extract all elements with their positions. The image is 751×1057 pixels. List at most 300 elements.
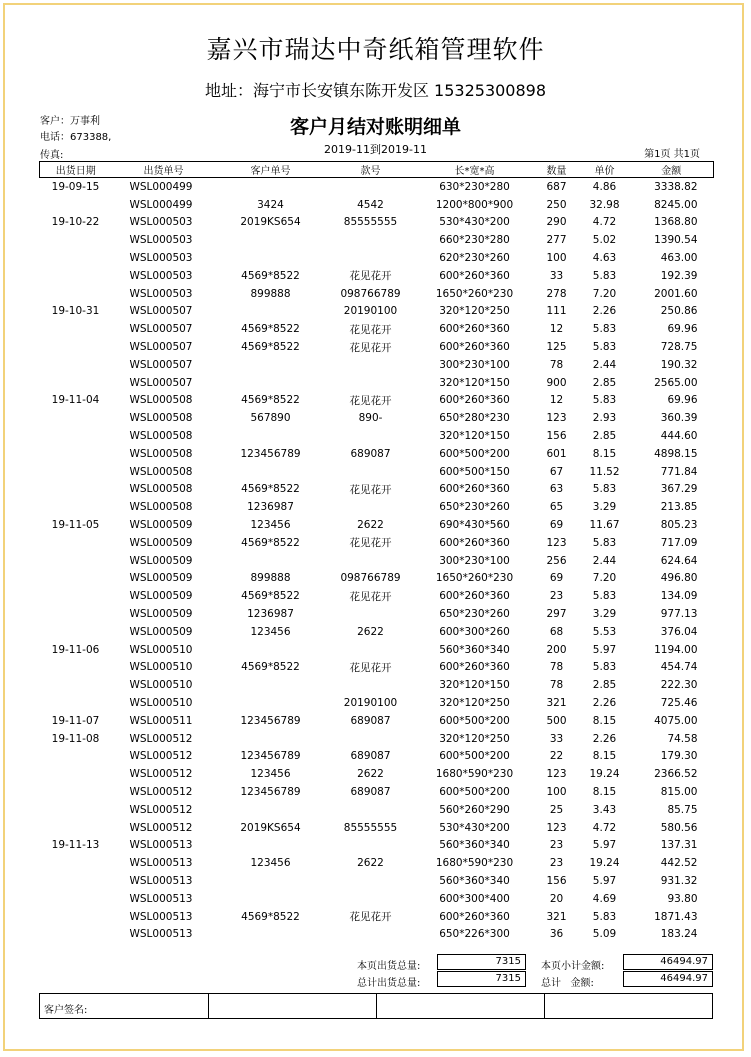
customer-fax: 传真: (40, 150, 64, 161)
cell-ship-date (40, 783, 112, 801)
cell-ship-date (40, 445, 112, 463)
table-row (40, 285, 714, 303)
cell-quantity: 63 (549, 483, 564, 496)
table-row (40, 249, 714, 267)
cell-ship-no: WSL000512 (129, 785, 193, 798)
cell-dimensions: 630*230*280 (439, 180, 510, 193)
cell-quantity: 20 (549, 892, 564, 905)
cell-style-no (326, 925, 416, 943)
cell-style-no (326, 249, 416, 267)
cell-customer-no (216, 374, 326, 392)
cell-ship-no: WSL000503 (129, 252, 193, 265)
cell-ship-no: WSL000507 (129, 341, 193, 354)
cell-ship-date: 19-11-06 (51, 643, 100, 656)
table-row (40, 214, 714, 232)
cell-ship-date: 19-11-05 (51, 519, 100, 532)
table-row (40, 676, 714, 694)
col-dimensions: 长*宽*高 (416, 162, 534, 178)
cell-unit-price: 5.02 (592, 234, 617, 247)
cell-ship-no: WSL000513 (129, 874, 193, 887)
cell-ship-no: WSL000512 (129, 750, 193, 763)
cell-style-no (326, 463, 416, 481)
cell-ship-no: WSL000508 (129, 430, 193, 443)
cell-amount: 725.46 (660, 697, 698, 709)
cell-ship-no: WSL000512 (129, 768, 193, 781)
cell-unit-price: 19.24 (589, 768, 620, 781)
cell-style-no: 花见花开 (349, 661, 392, 674)
table-row (40, 730, 714, 748)
cell-amount: 805.23 (660, 519, 698, 532)
cell-ship-no: WSL000513 (129, 892, 193, 905)
cell-amount: 85.75 (667, 803, 698, 816)
company-name: 嘉兴市瑞达中奇纸箱管理软件 (206, 35, 545, 64)
table-row (40, 231, 714, 249)
cell-ship-date (40, 801, 112, 819)
cell-dimensions: 600*260*360 (439, 341, 510, 354)
cell-style-no (326, 890, 416, 908)
cell-customer-no: 123456789 (240, 714, 301, 727)
cell-quantity: 78 (549, 358, 564, 371)
col-unit-price: 单价 (580, 162, 630, 178)
col-customer-no: 客户单号 (216, 162, 326, 178)
cell-amount: 1194.00 (654, 643, 698, 656)
cell-quantity: 100 (546, 785, 567, 798)
cell-customer-no: 1236987 (247, 501, 294, 514)
cell-amount: 444.60 (660, 430, 698, 443)
cell-unit-price: 2.26 (592, 732, 617, 745)
cell-unit-price: 2.93 (592, 412, 617, 425)
cell-dimensions: 660*230*280 (439, 234, 510, 247)
cell-amount: 1368.80 (654, 216, 698, 229)
cell-quantity: 23 (549, 839, 564, 852)
cell-style-no (326, 730, 416, 748)
cell-quantity: 687 (546, 180, 567, 193)
cell-dimensions: 690*430*560 (439, 519, 510, 532)
signature-cell (208, 994, 209, 1018)
cell-style-no: 花见花开 (349, 323, 392, 336)
cell-ship-date (40, 552, 112, 570)
signature-cell (544, 994, 545, 1018)
cell-ship-date (40, 249, 112, 267)
cell-dimensions: 560*260*290 (439, 803, 510, 816)
table-row (40, 587, 714, 605)
cell-ship-date (40, 605, 112, 623)
cell-ship-no: WSL000507 (129, 358, 193, 371)
cell-style-no: 花见花开 (349, 911, 392, 924)
cell-dimensions: 600*500*200 (439, 714, 510, 727)
cell-dimensions: 320*120*150 (439, 679, 510, 692)
cell-ship-no: WSL000507 (129, 305, 193, 318)
cell-customer-no: 4569*8522 (241, 341, 300, 354)
cell-amount: 4075.00 (654, 714, 698, 727)
cell-amount: 137.31 (660, 839, 698, 852)
cell-style-no (326, 605, 416, 623)
cell-dimensions: 600*260*360 (439, 483, 510, 496)
cell-dimensions: 600*260*360 (439, 394, 510, 407)
cell-amount: 1871.43 (654, 910, 698, 923)
cell-dimensions: 530*430*200 (439, 821, 510, 834)
cell-quantity: 250 (546, 198, 567, 211)
cell-unit-price: 4.72 (592, 821, 617, 834)
cell-customer-no (216, 249, 326, 267)
cell-dimensions: 600*500*200 (439, 447, 510, 460)
cell-dimensions: 650*230*260 (439, 608, 510, 621)
cell-unit-price: 11.52 (589, 465, 620, 478)
table-row (40, 819, 714, 837)
cell-unit-price: 5.83 (592, 341, 617, 354)
cell-customer-no (216, 178, 326, 196)
cell-ship-date: 19-10-22 (51, 216, 100, 229)
cell-style-no: 花见花开 (349, 590, 392, 603)
total-qty-label: 总计出货总量: (357, 978, 421, 989)
cell-dimensions: 300*230*100 (439, 358, 510, 371)
cell-quantity: 123 (546, 768, 567, 781)
cell-customer-no: 4569*8522 (241, 483, 300, 496)
cell-ship-no: WSL000508 (129, 483, 193, 496)
cell-quantity: 277 (546, 234, 567, 247)
cell-amount: 463.00 (660, 252, 698, 265)
cell-amount: 367.29 (660, 483, 698, 496)
cell-quantity: 12 (549, 323, 564, 336)
cell-ship-no: WSL000503 (129, 269, 193, 282)
cell-unit-price: 8.15 (592, 750, 617, 763)
table-row (40, 534, 714, 552)
cell-ship-date (40, 819, 112, 837)
cell-quantity: 12 (549, 394, 564, 407)
cell-quantity: 69 (549, 572, 564, 585)
cell-ship-no: WSL000508 (129, 412, 193, 425)
cell-quantity: 23 (549, 857, 564, 870)
cell-dimensions: 620*230*260 (439, 252, 510, 265)
cell-quantity: 68 (549, 625, 564, 638)
cell-customer-no: 123456 (250, 625, 291, 638)
table-row (40, 854, 714, 872)
cell-style-no: 098766789 (340, 572, 401, 585)
cell-style-no (326, 498, 416, 516)
cell-ship-date (40, 196, 112, 214)
cell-style-no (326, 801, 416, 819)
signature-row (39, 993, 713, 1019)
cell-style-no (326, 178, 416, 196)
cell-ship-date (40, 659, 112, 677)
cell-ship-date: 19-09-15 (51, 180, 100, 193)
cell-ship-date: 19-11-04 (51, 394, 100, 407)
cell-style-no: 85555555 (343, 216, 398, 229)
col-ship-date: 出货日期 (40, 162, 112, 178)
cell-unit-price: 2.26 (592, 305, 617, 318)
cell-ship-no: WSL000507 (129, 323, 193, 336)
cell-ship-date (40, 854, 112, 872)
cell-dimensions: 600*300*400 (439, 892, 510, 905)
cell-amount: 4898.15 (654, 447, 698, 460)
page-info: 第1页 共1页 (644, 149, 700, 160)
cell-customer-no (216, 231, 326, 249)
cell-unit-price: 2.85 (592, 376, 617, 389)
cell-customer-no (216, 890, 326, 908)
cell-customer-no (216, 356, 326, 374)
cell-ship-no: WSL000512 (129, 803, 193, 816)
table-row (40, 659, 714, 677)
cell-unit-price: 4.69 (592, 892, 617, 905)
table-row (40, 481, 714, 499)
col-quantity: 数量 (534, 162, 580, 178)
cell-amount: 728.75 (660, 341, 698, 354)
cell-dimensions: 1680*590*230 (435, 768, 514, 781)
cell-amount: 2001.60 (654, 287, 698, 300)
cell-ship-date (40, 267, 112, 285)
cell-style-no (326, 641, 416, 659)
cell-dimensions: 600*260*360 (439, 661, 510, 674)
cell-unit-price: 2.44 (592, 554, 617, 567)
cell-customer-no: 4569*8522 (241, 394, 300, 407)
cell-dimensions: 320*120*250 (439, 732, 510, 745)
cell-amount: 454.74 (660, 661, 698, 674)
cell-quantity: 123 (546, 412, 567, 425)
cell-customer-no: 1236987 (247, 608, 294, 621)
cell-style-no: 20190100 (343, 305, 398, 318)
cell-style-no: 2622 (357, 768, 384, 781)
table-row (40, 374, 714, 392)
cell-ship-no: WSL000510 (129, 679, 193, 692)
cell-amount: 376.04 (660, 625, 698, 638)
col-amount: 金额 (630, 162, 714, 178)
cell-dimensions: 600*260*360 (439, 910, 510, 923)
cell-customer-no (216, 730, 326, 748)
cell-quantity: 256 (546, 554, 567, 567)
cell-quantity: 67 (549, 465, 564, 478)
cell-ship-no: WSL000508 (129, 394, 193, 407)
cell-ship-no: WSL000509 (129, 590, 193, 603)
cell-style-no (326, 552, 416, 570)
cell-customer-no: 899888 (250, 287, 291, 300)
cell-ship-no: WSL000509 (129, 536, 193, 549)
cell-customer-no (216, 641, 326, 659)
cell-dimensions: 560*360*340 (439, 874, 510, 887)
cell-ship-date (40, 748, 112, 766)
cell-unit-price: 2.44 (592, 358, 617, 371)
cell-customer-no (216, 676, 326, 694)
cell-quantity: 25 (549, 803, 564, 816)
table-row (40, 801, 714, 819)
cell-customer-no (216, 836, 326, 854)
cell-dimensions: 650*230*260 (439, 501, 510, 514)
statement-period: 2019-11到2019-11 (324, 143, 427, 156)
cell-dimensions: 1680*590*230 (435, 857, 514, 870)
table-row (40, 303, 714, 321)
page-amount-label: 本页小计金额: (541, 961, 605, 972)
cell-ship-date (40, 463, 112, 481)
cell-quantity: 111 (546, 305, 567, 318)
table-row (40, 320, 714, 338)
cell-unit-price: 2.85 (592, 430, 617, 443)
cell-ship-no: WSL000513 (129, 910, 193, 923)
cell-customer-no: 4569*8522 (241, 910, 300, 923)
cell-unit-price: 5.83 (592, 483, 617, 496)
cell-dimensions: 320*120*150 (439, 376, 510, 389)
table-row (40, 712, 714, 730)
cell-ship-date (40, 570, 112, 588)
cell-style-no: 20190100 (343, 697, 398, 709)
cell-ship-date (40, 908, 112, 926)
cell-quantity: 100 (546, 252, 567, 265)
cell-customer-no (216, 463, 326, 481)
cell-style-no: 花见花开 (349, 341, 392, 354)
cell-unit-price: 3.43 (592, 803, 617, 816)
cell-unit-price: 8.15 (592, 447, 617, 460)
cell-style-no (326, 356, 416, 374)
cell-dimensions: 600*260*360 (439, 536, 510, 549)
cell-amount: 2366.52 (654, 768, 698, 781)
cell-style-no: 689087 (350, 785, 391, 798)
cell-unit-price: 32.98 (589, 198, 620, 211)
cell-ship-no: WSL000509 (129, 608, 193, 621)
cell-dimensions: 600*500*200 (439, 785, 510, 798)
cell-style-no: 花见花开 (349, 483, 392, 496)
company-address: 地址：海宁市长安镇东陈开发区 15325300898 (204, 81, 547, 100)
cell-quantity: 123 (546, 821, 567, 834)
cell-customer-no: 123456789 (240, 447, 301, 460)
cell-amount: 771.84 (660, 465, 698, 478)
cell-ship-no: WSL000503 (129, 216, 193, 229)
cell-quantity: 36 (549, 928, 564, 941)
cell-dimensions: 1650*260*230 (435, 287, 514, 300)
cell-amount: 717.09 (660, 536, 698, 549)
cell-amount: 179.30 (660, 750, 698, 763)
cell-customer-no (216, 303, 326, 321)
cell-customer-no: 4569*8522 (241, 323, 300, 336)
cell-customer-no: 2019KS654 (240, 216, 301, 229)
cell-amount: 250.86 (660, 305, 698, 318)
table-row (40, 338, 714, 356)
table-row (40, 836, 714, 854)
cell-amount: 93.80 (667, 892, 698, 905)
cell-style-no: 4542 (357, 198, 384, 211)
cell-customer-no: 4569*8522 (241, 269, 300, 282)
cell-ship-no: WSL000508 (129, 447, 193, 460)
cell-quantity: 200 (546, 643, 567, 656)
customer-phone: 电话：673388, (40, 132, 112, 143)
cell-amount: 74.58 (667, 732, 698, 745)
cell-quantity: 900 (546, 376, 567, 389)
cell-quantity: 78 (549, 679, 564, 692)
cell-customer-no: 4569*8522 (241, 536, 300, 549)
cell-customer-no: 123456 (250, 519, 291, 532)
cell-unit-price: 11.67 (589, 519, 620, 532)
cell-customer-no (216, 801, 326, 819)
cell-ship-no: WSL000507 (129, 376, 193, 389)
col-style-no: 款号 (326, 162, 416, 178)
signature-cell (376, 994, 377, 1018)
cell-quantity: 23 (549, 590, 564, 603)
cell-ship-date: 19-11-13 (51, 839, 100, 852)
cell-quantity: 65 (549, 501, 564, 514)
cell-quantity: 321 (546, 697, 567, 709)
cell-style-no (326, 836, 416, 854)
table-row (40, 925, 714, 943)
cell-amount: 580.56 (660, 821, 698, 834)
cell-style-no: 2622 (357, 625, 384, 638)
cell-quantity: 500 (546, 714, 567, 727)
cell-unit-price: 2.85 (592, 679, 617, 692)
cell-customer-no: 4569*8522 (241, 590, 300, 603)
cell-ship-date (40, 676, 112, 694)
table-row (40, 196, 714, 214)
cell-ship-no: WSL000513 (129, 928, 193, 941)
table-row (40, 641, 714, 659)
cell-ship-no: WSL000513 (129, 857, 193, 870)
cell-style-no (326, 374, 416, 392)
cell-quantity: 22 (549, 750, 564, 763)
cell-customer-no (216, 552, 326, 570)
cell-customer-no: 2019KS654 (240, 821, 301, 834)
cell-amount: 496.80 (660, 572, 698, 585)
cell-dimensions: 320*120*250 (439, 697, 510, 709)
cell-unit-price: 5.97 (592, 643, 617, 656)
cell-dimensions: 650*226*300 (439, 928, 510, 941)
cell-ship-date (40, 427, 112, 445)
cell-quantity: 78 (549, 661, 564, 674)
cell-dimensions: 530*430*200 (439, 216, 510, 229)
page-qty-label: 本页出货总量: (357, 961, 421, 972)
cell-customer-no: 123456 (250, 857, 291, 870)
cell-ship-date (40, 356, 112, 374)
cell-ship-no: WSL000509 (129, 572, 193, 585)
table-row (40, 427, 714, 445)
table-row (40, 516, 714, 534)
cell-quantity: 69 (549, 519, 564, 532)
page-amount-value: 46494.97 (623, 954, 713, 970)
cell-ship-no: WSL000510 (129, 643, 193, 656)
cell-style-no (326, 231, 416, 249)
cell-ship-date: 19-11-08 (51, 732, 100, 745)
cell-style-no: 2622 (357, 519, 384, 532)
cell-unit-price: 4.72 (592, 216, 617, 229)
cell-dimensions: 1650*260*230 (435, 572, 514, 585)
cell-quantity: 601 (546, 447, 567, 460)
cell-dimensions: 320*120*250 (439, 305, 510, 318)
cell-ship-date: 19-10-31 (51, 305, 100, 318)
signature-label: 客户签名: (44, 1005, 88, 1016)
cell-quantity: 321 (546, 910, 567, 923)
table-row (40, 783, 714, 801)
cell-unit-price: 8.15 (592, 785, 617, 798)
cell-style-no: 890- (358, 412, 383, 425)
cell-ship-no: WSL000510 (129, 661, 193, 674)
cell-amount: 8245.00 (654, 198, 698, 211)
document-title: 客户月结对账明细单 (289, 116, 461, 138)
cell-quantity: 33 (549, 269, 564, 282)
cell-ship-date (40, 534, 112, 552)
cell-quantity: 278 (546, 287, 567, 300)
cell-quantity: 156 (546, 874, 567, 887)
cell-style-no: 花见花开 (349, 270, 392, 283)
cell-unit-price: 5.83 (592, 394, 617, 407)
cell-amount: 69.96 (667, 394, 698, 407)
cell-style-no: 花见花开 (349, 537, 392, 550)
cell-unit-price: 3.29 (592, 608, 617, 621)
cell-amount: 931.32 (660, 874, 698, 887)
cell-customer-no: 123456789 (240, 750, 301, 763)
cell-ship-no: WSL000512 (129, 732, 193, 745)
cell-amount: 134.09 (660, 590, 698, 603)
cell-style-no (326, 427, 416, 445)
table-row (40, 392, 714, 410)
cell-ship-no: WSL000508 (129, 465, 193, 478)
cell-ship-no: WSL000512 (129, 821, 193, 834)
cell-amount: 1390.54 (654, 234, 698, 247)
cell-dimensions: 1200*800*900 (435, 198, 514, 211)
cell-dimensions: 320*120*150 (439, 430, 510, 443)
